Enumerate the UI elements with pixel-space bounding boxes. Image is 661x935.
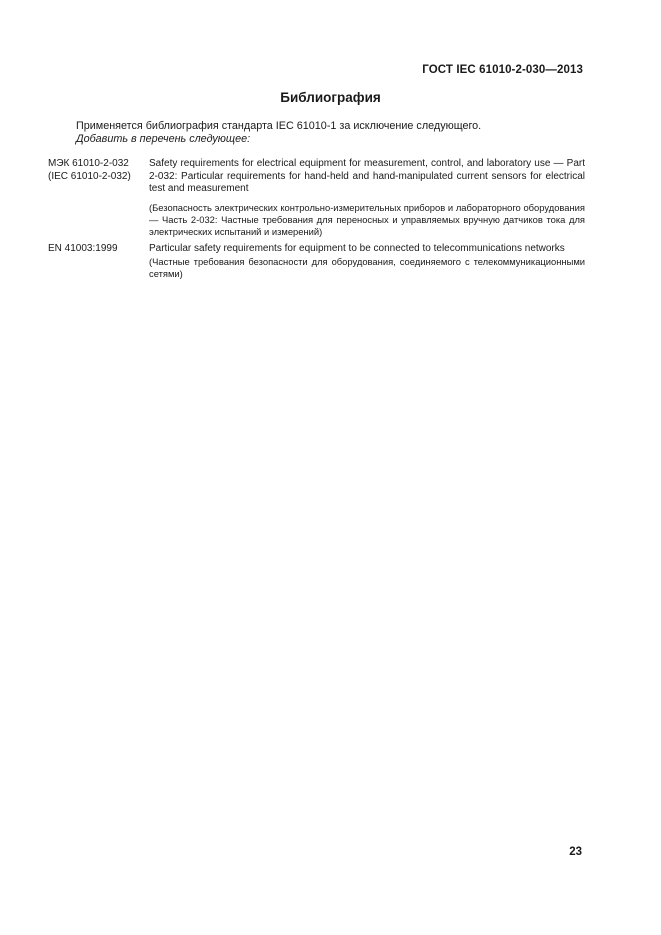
intro-text bbox=[76, 120, 481, 146]
intro-line-2: Добавить в перечень следующее: bbox=[76, 133, 251, 145]
entry-description bbox=[149, 158, 585, 238]
entry-code bbox=[48, 158, 148, 183]
entry-description bbox=[149, 243, 585, 280]
page-title: Библиография bbox=[280, 90, 381, 105]
page-number: 23 bbox=[569, 846, 582, 858]
entry-description-en: Safety requirements for electrical equipment for measurement, control, and laboratory use — Part 2-032: Particular requirements for hand-held and hand-manipulated current sensors for electrical test and measurement bbox=[149, 158, 585, 194]
entry-code-line-1: МЭК 61010-2-032 bbox=[48, 158, 129, 169]
entry-code-line-1: EN 41003:1999 bbox=[48, 243, 118, 254]
entry-description-ru: (Безопасность электрических контрольно-измерительных приборов и лабораторного оборудования — Часть 2-032: Частные требования для переносных и управляемых вручную датчиков тока для электрических испытаний и измерений) bbox=[149, 201, 585, 237]
entry-description-en: Particular safety requirements for equipment to be connected to telecommunications networks bbox=[149, 243, 565, 254]
bibliography-entry bbox=[48, 158, 585, 238]
bibliography-entry bbox=[48, 243, 585, 288]
entry-code bbox=[48, 243, 148, 256]
entry-description-ru: (Частные требования безопасности для оборудования, соединяемого с телекоммуникационными сетями) bbox=[149, 255, 585, 279]
document-header: ГОСТ IEC 61010-2-030—2013 bbox=[422, 64, 583, 76]
intro-line-1: Применяется библиография стандарта IEC 61010-1 за исключение следующего. bbox=[76, 120, 482, 132]
entry-code-line-2: (IEC 61010-2-032) bbox=[48, 170, 131, 182]
